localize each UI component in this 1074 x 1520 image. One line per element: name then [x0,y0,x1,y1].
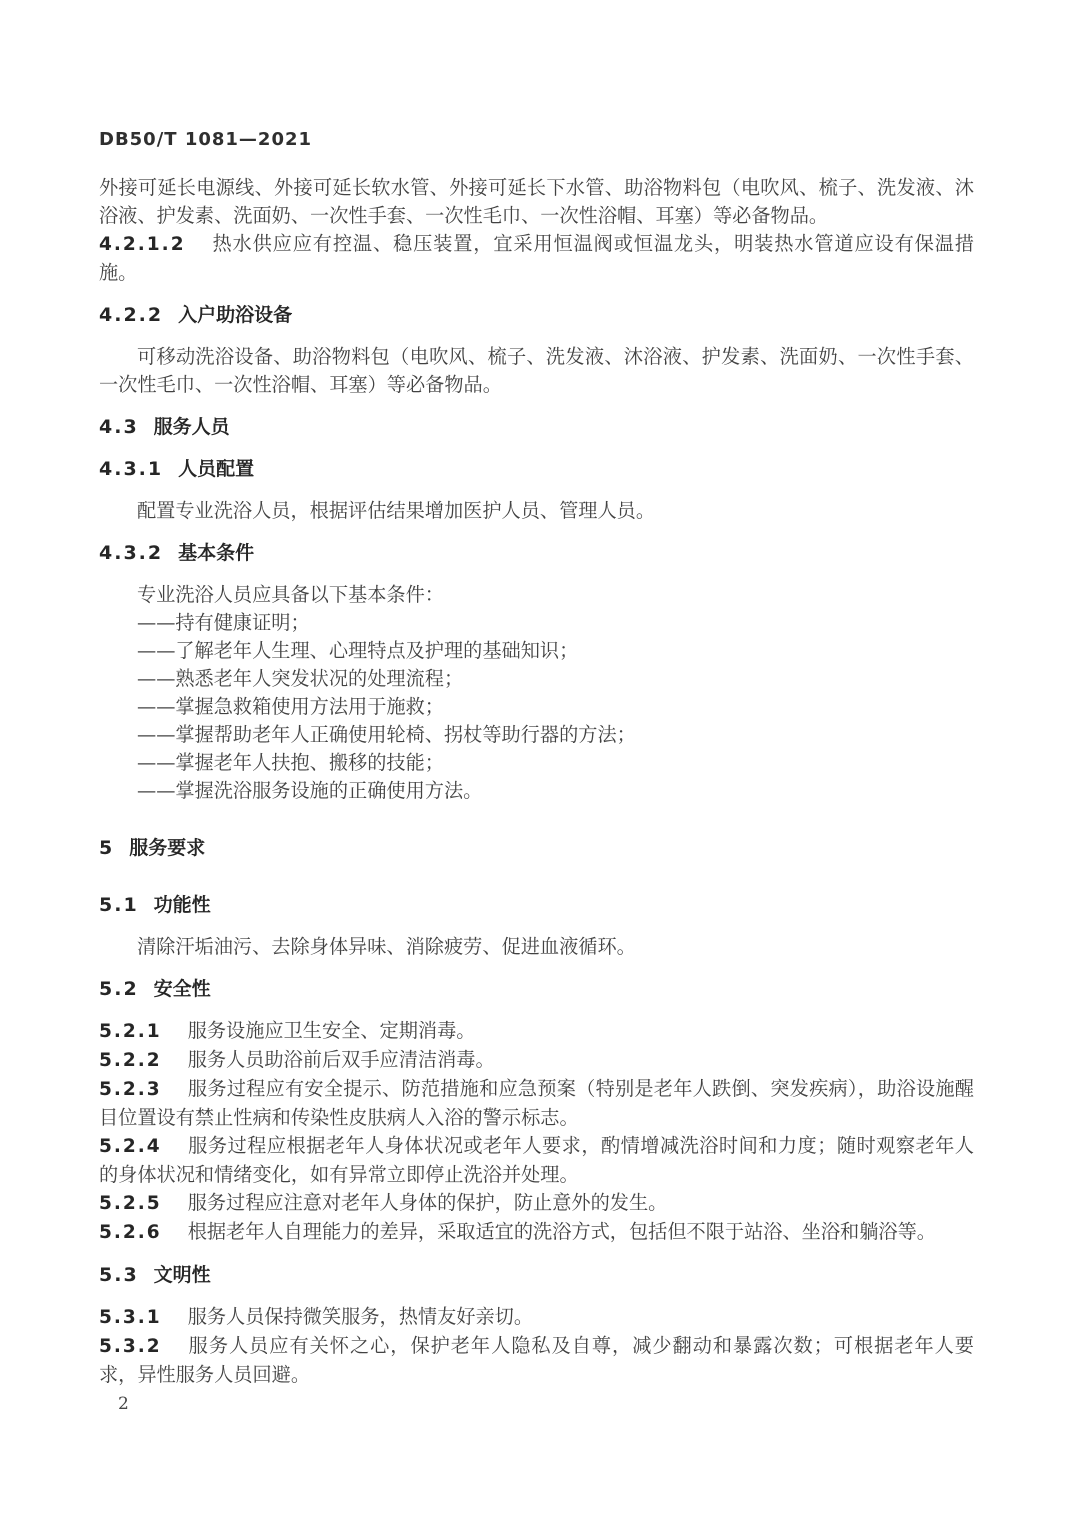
document-body [99,174,974,1389]
heading-title: 服务人员 [153,416,230,438]
clause-number: 5.2.1 [99,1021,162,1042]
heading-number: 4.3.2 [99,542,164,564]
heading-title: 人员配置 [178,458,255,480]
clause-text: 服务设施应卫生安全、定期消毒。 [187,1019,476,1042]
heading-title: 入户助浴设备 [178,304,293,326]
heading-title: 基本条件 [178,542,255,564]
heading-title: 功能性 [153,894,211,916]
clause-5-2-6 [99,1218,974,1247]
clause-text: 热水供应应有控温、稳压装置，宜采用恒温阀或恒温龙头，明装热水管道应设有保温措施。 [99,232,974,284]
paragraph: 外接可延长电源线、外接可延长软水管、外接可延长下水管、助浴物料包（电吹风、梳子、洗发液、沐浴液、护发素、洗面奶、一次性手套、一次性毛巾、一次性浴帽、耳塞）等必备物品。 [99,176,974,227]
dash-list-item: ——掌握帮助老年人正确使用轮椅、拐杖等助行器的方法； [137,723,636,746]
heading-5-3 [99,1261,974,1289]
paragraph: 专业洗浴人员应具备以下基本条件： [137,583,444,606]
clause-number: 4.2.1.2 [99,234,186,255]
clause-number: 5.3.1 [99,1307,162,1328]
clause-number: 5.3.2 [99,1336,162,1357]
heading-number: 5.2 [99,978,139,1000]
heading-number: 5.3 [99,1264,139,1286]
clause-number: 5.2.4 [99,1136,162,1157]
heading-number: 5.1 [99,894,139,916]
dash-list-item: ——掌握急救箱使用方法用于施救； [137,695,444,718]
clause-number: 5.2.2 [99,1050,162,1071]
heading-number: 4.3 [99,416,139,438]
clause-text: 服务过程应根据老年人身体状况或老年人要求，酌情增减洗浴时间和力度；随时观察老年人的身体状况和情绪变化，如有异常立即停止洗浴并处理。 [99,1134,974,1186]
dash-list-item: ——了解老年人生理、心理特点及护理的基础知识； [137,639,579,662]
clause-5-2-3 [99,1075,974,1132]
paragraph: 可移动洗浴设备、助浴物料包（电吹风、梳子、洗发液、沐浴液、护发素、洗面奶、一次性手套、一次性毛巾、一次性浴帽、耳塞）等必备物品。 [99,345,974,396]
heading-number: 4.2.2 [99,304,164,326]
paragraph: 配置专业洗浴人员，根据评估结果增加医护人员、管理人员。 [137,499,656,522]
dash-list-item: ——掌握老年人扶抱、搬移的技能； [137,751,444,774]
paragraph: 清除汗垢油污、去除身体异味、消除疲劳、促进血液循环。 [137,935,636,958]
clause-text: 根据老年人自理能力的差异，采取适宜的洗浴方式，包括但不限于站浴、坐浴和躺浴等。 [187,1220,936,1243]
clause-text: 服务人员保持微笑服务，热情友好亲切。 [187,1305,534,1328]
dash-list-item: ——熟悉老年人突发状况的处理流程； [137,667,464,690]
heading-number: 4.3.1 [99,458,164,480]
heading-5-1 [99,891,974,919]
clause-number: 5.2.3 [99,1079,162,1100]
clause-text: 服务人员应有关怀之心，保护老年人隐私及自尊，减少翻动和暴露次数；可根据老年人要求，异性服务人员回避。 [99,1334,974,1386]
heading-5 [99,834,974,862]
heading-4-3-1 [99,455,974,483]
clause-text: 服务过程应注意对老年人身体的保护，防止意外的发生。 [187,1191,668,1214]
document-code-header: DB50/T 1081—2021 [99,129,313,150]
heading-4-2-2 [99,301,974,329]
clause-5-2-4 [99,1132,974,1189]
heading-title: 服务要求 [129,837,206,859]
heading-title: 安全性 [153,978,211,1000]
heading-4-3 [99,413,974,441]
clause-number: 5.2.6 [99,1222,162,1243]
dash-list-item: ——掌握洗浴服务设施的正确使用方法。 [137,779,483,802]
clause-text: 服务过程应有安全提示、防范措施和应急预案（特别是老年人跌倒、突发疾病），助浴设施醒目位置设有禁止性病和传染性皮肤病人入浴的警示标志。 [99,1077,974,1129]
clause-5-2-2 [99,1046,974,1075]
clause-text: 服务人员助浴前后双手应清洁消毒。 [187,1048,495,1071]
clause-5-2-5 [99,1189,974,1218]
heading-5-2 [99,975,974,1003]
clause-number: 5.2.5 [99,1193,162,1214]
page-number: 2 [118,1394,129,1414]
clause-5-3-1 [99,1303,974,1332]
heading-title: 文明性 [153,1264,211,1286]
heading-number: 5 [99,837,115,859]
clause-5-3-2 [99,1332,974,1389]
dash-list-item: ——持有健康证明； [137,611,310,634]
clause-5-2-1 [99,1017,974,1046]
clause-4-2-1-2 [99,230,974,287]
heading-4-3-2 [99,539,974,567]
